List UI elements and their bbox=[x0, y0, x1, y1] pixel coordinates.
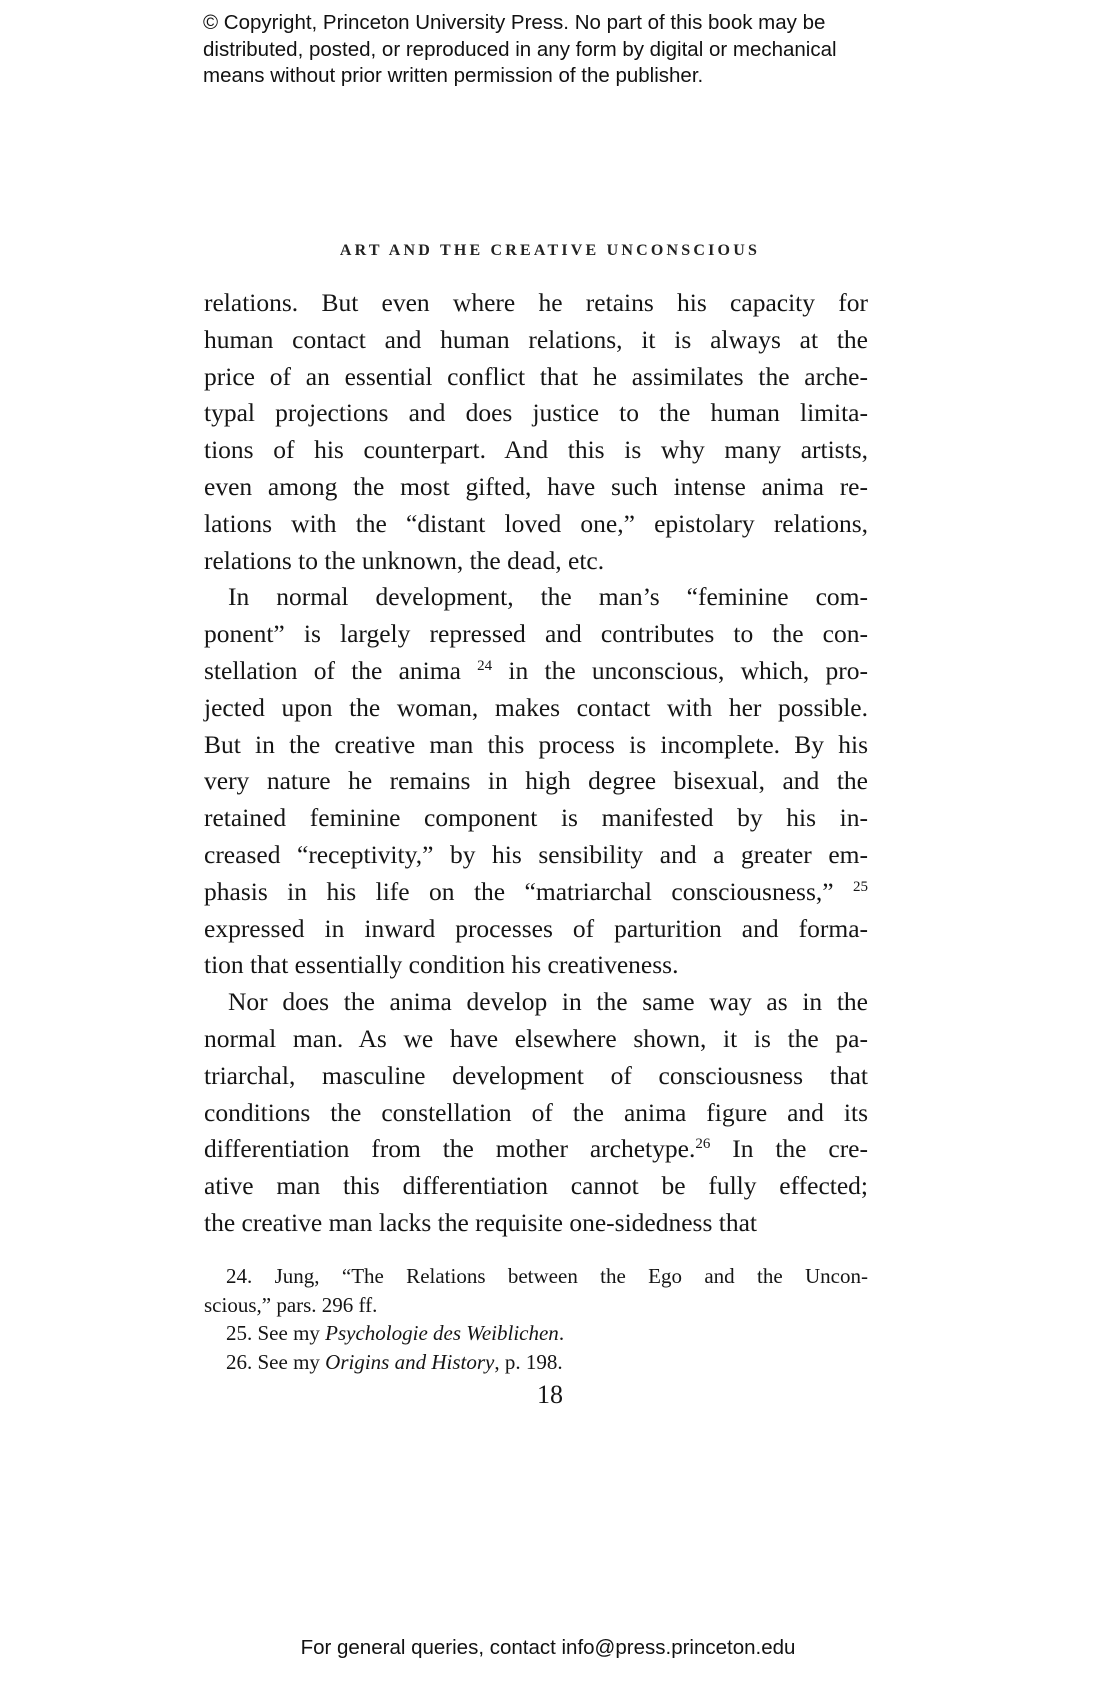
book-title: Origins and History bbox=[325, 1349, 495, 1374]
copyright-line: means without prior written permission of the publisher. bbox=[203, 64, 704, 87]
footnote bbox=[204, 1262, 868, 1319]
text-line: expressed in inward processes of parturition and forma- bbox=[204, 913, 868, 943]
text-line: lations with the “distant loved one,” epistolary relations, bbox=[204, 508, 868, 538]
text-line: differentiation from the mother archetype.$^{26}$ In the cre- bbox=[204, 1134, 868, 1164]
text-line: phasis in his life on the “matriarchal consciousness,” $^{25}$ bbox=[204, 876, 868, 906]
footnote-ref: 24 bbox=[477, 657, 493, 674]
copyright-line: distributed, posted, or reproduced in any form by digital or mechanical bbox=[203, 37, 837, 61]
book-title: Psychologie des Weiblichen bbox=[325, 1321, 559, 1345]
footnotes bbox=[204, 1262, 868, 1376]
text-line: conditions the constellation of the anima figure and its bbox=[204, 1097, 868, 1127]
text-line: retained feminine component is manifested by his in- bbox=[204, 803, 868, 833]
running-head: ART AND THE CREATIVE UNCONSCIOUS bbox=[339, 242, 761, 259]
text-line: creased “receptivity,” by his sensibility and a greater em- bbox=[204, 839, 868, 869]
body-text bbox=[204, 285, 868, 1242]
text-line: ative man this differentiation cannot be fully effected; bbox=[204, 1171, 868, 1201]
footnote-line: 25. See my Psychologie des Weiblichen. bbox=[226, 1321, 565, 1345]
text-line: stellation of the anima $^{24}$ in the unconscious, which, pro- bbox=[204, 655, 869, 685]
text-line: relations to the unknown, the dead, etc. bbox=[204, 545, 605, 575]
text-line: relations. But even where he retains his capacity for bbox=[204, 288, 868, 317]
text-line: price of an essential conflict that he assimilates the arche- bbox=[204, 361, 868, 391]
text-line: very nature he remains in high degree bisexual, and the bbox=[204, 766, 868, 796]
paragraph bbox=[204, 984, 868, 1242]
copyright-line: © Copyright, Princeton University Press. No part of this book may be bbox=[203, 11, 826, 34]
text-line: In normal development, the man’s “feminine com- bbox=[228, 582, 868, 612]
footnote bbox=[204, 1319, 868, 1348]
footer-contact bbox=[0, 1636, 1100, 1660]
page-number: 18 bbox=[537, 1380, 563, 1409]
text-line: jected upon the woman, makes contact with her possible. bbox=[204, 692, 868, 722]
paragraph bbox=[204, 285, 868, 579]
text-line: typal projections and does justice to the human limita- bbox=[204, 398, 868, 428]
paragraph bbox=[204, 579, 868, 984]
footer-text: For general queries, contact info@press.princeton.edu bbox=[300, 1636, 796, 1659]
text-line: tion that essentially condition his creativeness. bbox=[204, 950, 679, 980]
text-line: triarchal, masculine development of consciousness that bbox=[204, 1060, 868, 1090]
footnote-line: 26. See my Origins and History, p. 198. bbox=[226, 1349, 563, 1374]
footnote bbox=[204, 1348, 868, 1377]
text-line: ponent” is largely repressed and contributes to the con- bbox=[204, 619, 868, 649]
footnote-ref: 25 bbox=[853, 878, 868, 895]
copyright-notice bbox=[203, 10, 923, 90]
text-line: tions of his counterpart. And this is why many artists, bbox=[204, 435, 868, 465]
footnote-line: scious,” pars. 296 ff. bbox=[204, 1292, 378, 1317]
footnote-line: 24. Jung, “The Relations between the Ego and the Uncon- bbox=[226, 1264, 868, 1288]
text-line: normal man. As we have elsewhere shown, it is the pa- bbox=[204, 1023, 868, 1053]
footnote-ref: 26 bbox=[695, 1136, 711, 1153]
text-line: Nor does the anima develop in the same way as in the bbox=[228, 987, 868, 1017]
text-line: the creative man lacks the requisite one-sidedness that bbox=[204, 1207, 758, 1237]
text-line: human contact and human relations, it is always at the bbox=[204, 324, 868, 354]
text-line: even among the most gifted, have such intense anima re- bbox=[204, 471, 868, 501]
text-line: But in the creative man this process is incomplete. By his bbox=[204, 729, 868, 759]
